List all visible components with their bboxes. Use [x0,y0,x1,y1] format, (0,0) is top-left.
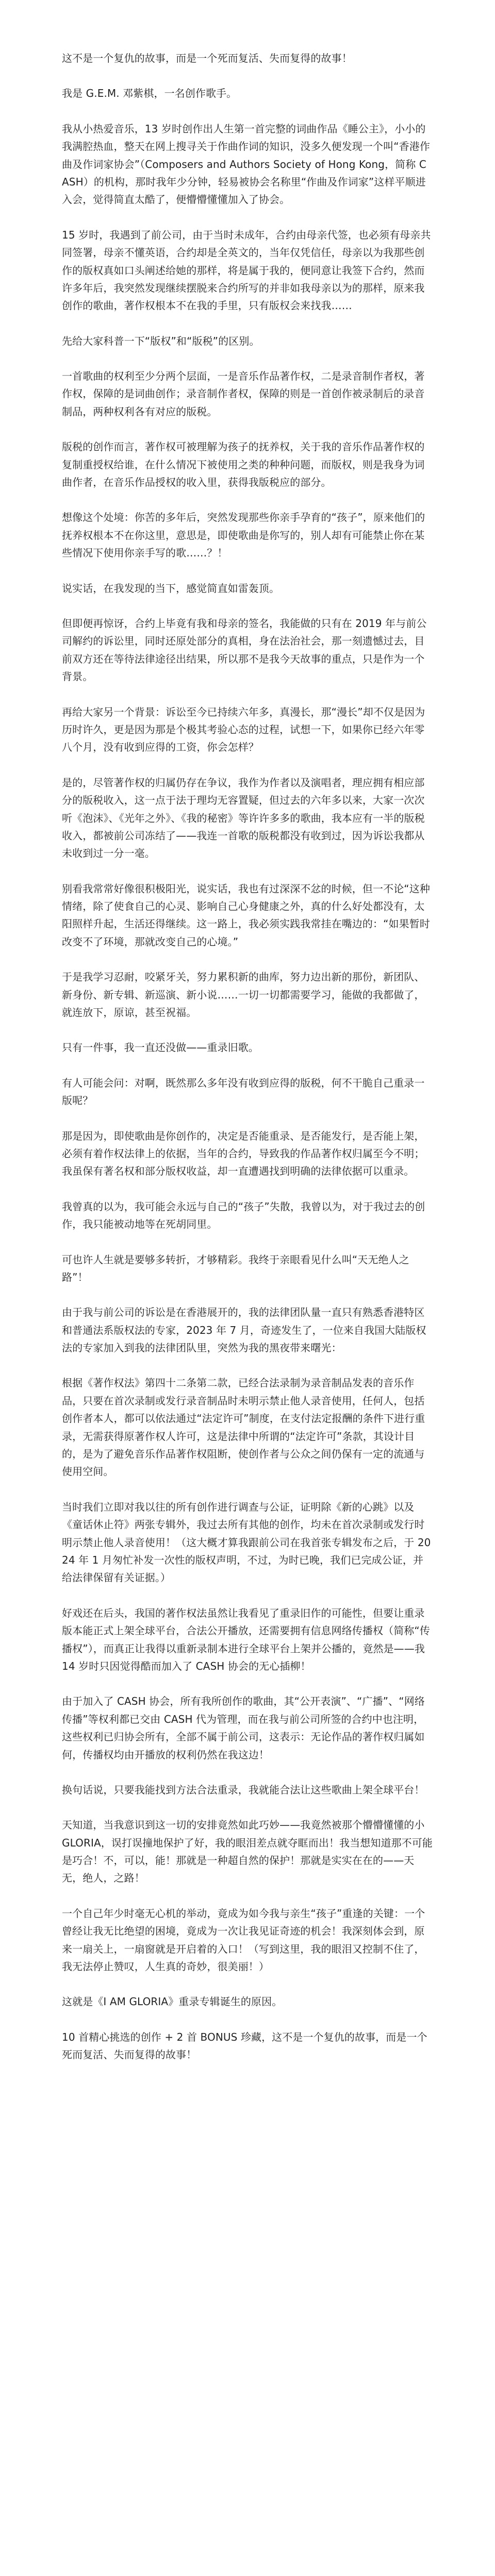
closing-paragraph: 10 首精心挑选的创作 + 2 首 BONUS 珍藏，这不是一个复仇的故事，而是一个死而复活、失而复得的故事！ [62,2030,427,2061]
lost-children-paragraph: 我曾真的以为，我可能会永远与自己的“孩子”失散，我曾以为，对于我过去的创作，我只能被动地等在死胡同里。 [62,1200,425,1231]
turning-point-paragraph: 可也许人生就是要够多转折，才够精彩。我终于亲眼看见什么叫“天无绝人之路”！ [62,1253,409,1283]
rerecord-not-done-paragraph: 只有一件事，我一直还没做——重录旧歌。 [62,1041,259,1054]
article-body [62,49,433,2064]
imagine-situation-paragraph: 想像这个处境：你苦的多年后，突然发现那些你亲手孕育的“孩子”，原来他们的抚养权根本不在你这里，意思是，即使歌曲是你写的，别人却有可能禁止你在某些情况下使用你亲手写的歌……？！ [62,511,425,560]
legal-team-paragraph: 由于我与前公司的诉讼是在香港展开的，我的法律团队量一直只有熟悉香港特区和普通法系版权法的专家，2023 年 7 月，奇迹发生了，一位来自我国大陆版权法的专家加入到我的法律团队里，突然为我的黑夜带来曙光： [62,1306,426,1354]
author-intro-paragraph: 我是 G.E.M. 邓紫棋，一名创作歌手。 [62,87,237,100]
miracle-paragraph: 天知道，当我意识到这一切的安排竟然如此巧妙——我竟然被那个懵懵懂懂的小 GLORIA，误打误撞地保护了好，我的眼泪差点就夺眶而出！我当想知道那不可能是巧合！不，可以，能！那就是一种超自然的保护！那就是实实在在的——天无，绝人，之路！ [62,1819,433,1885]
intro-paragraph: 这不是一个复仇的故事，而是一个死而复活、失而复得的故事！ [62,52,352,64]
copyright-royalty-intro-paragraph: 先给大家科普一下“版权”和“版税”的区别。 [62,334,260,347]
contract-background-paragraph: 15 岁时，我遇到了前公司，由于当时未成年，合约由母亲代签，也必须有母亲共同签署，母亲不懂英语，合约却是全英文的，当年仅凭信任，母亲以为我那些创作的版权真如口头阐述给她的那样，将是属于我的，便同意让我签下合约，然而许多年后，我突然发现继续摆脱来合约所写的并非如我母亲以为的那样，原来我创作的歌曲，著作权根本不在我的手里，只有版权会来找我…… [62,228,431,312]
question-paragraph: 有人可能会问：对啊，既然那么多年没有收到应得的版税，何不干脆自己重录一版呢？ [62,1076,425,1107]
legal-basis-paragraph: 那是因为，即使歌曲是你创作的，决定是否能重录、是否能发行，是否能上架，必须有着作权法律上的依据，当年的合约，导致我的作品著作权归属至今不明；我虽保有著名权和部分版权收益，却一直遭遇找到明确的法律依据可以重录。 [62,1129,425,1178]
background-duration-paragraph: 再给大家另一个背景：诉讼至今已持续六年多，真漫长，那“漫长”却不仅是因为历时许久，更是因为那是个极其考验心态的过程，试想一下，如果你已经六年零八个月，没有收到应得的工资，你会怎样？ [62,705,425,754]
statutory-license-paragraph: 根据《著作权法》第四十二条第二款，已经合法录制为录音制品发表的音乐作品，只要在首次录制或发行录音制品时未明示禁止他人录音使用，任何人，包括创作者本人，都可以依法通过“法定许可”制度，在支付法定报酬的条件下进行重录，无需获得原著作权人许可，这是法律中所谓的“法定许可”条款，其设计目的，是为了避免音乐作品著作权阻断，使创作者与公众之间仍保有一定的流通与使用空间。 [62,1377,425,1478]
rights-metaphor-paragraph: 版税的创作而言，著作权可被理解为孩子的抚养权，关于我的音乐作品著作权的复制重授权给谁，在什么情况下被使用之类的种种问题，而版权，则是我身为词曲作者，在音乐作品授权的收入里，获得我版税应的部分。 [62,440,425,489]
growth-paragraph: 于是我学习忍耐，咬紧牙关，努力累积新的曲库，努力边出新的那份，新团队、新身份、新专辑、新巡演、新小说……一切一切都需要学习，能做的我都做了，就连放下，原谅，甚至祝福。 [62,971,425,1019]
album-origin-paragraph: 这就是《I AM GLORIA》重录专辑诞生的原因。 [62,1995,283,2008]
shock-paragraph: 说实话，在我发现的当下，感觉简直如雷轰顶。 [62,582,280,595]
notarization-paragraph: 当时我们立即对我以往的所有创作进行调查与公证，证明除《新的心跳》以及《童话休止符》两张专辑外，我过去所有其他的创作，均未在首次录制或发行时明示禁止他人录音使用！（这大概才算我跟前公司在我首张专辑发布之后，于 2024 年 1 月匆忙补发一次性的版权声明，不过，为时已晚，我们已完成公证，并给法律保留有关证据。） [62,1500,431,1584]
release-possibility-paragraph: 换句话说，只要我能找到方法合法重录，我就能合法让这些歌曲上架全球平台！ [62,1783,425,1796]
cash-rights-paragraph: 由于加入了 CASH 协会，所有我所创作的歌曲，其“公开表演”、“广播”、“网络传播”等权利都已交由 CASH 代为管理，而在我与前公司所签的合约中也注明，这些权利已归协会所有，全部不属于前公司，这表示：无论作品的著作权归属如何，传播权均由开播放的权利仍然在我这边！ [62,1695,425,1761]
lawsuit-paragraph: 但即便再惊讶，合约上毕竟有我和母亲的签名，我能做的只有在 2019 年与前公司解约的诉讼里，同时还原处部分的真相，身在法治社会，那一刻遗憾过去，目前双方还在等待法律途径出结果，所以那不是我今天故事的重点，只是作为一个背景。 [62,617,427,683]
rights-layers-paragraph: 一首歌曲的权利至少分两个层面，一是音乐作品著作权，二是录音制作者权，著作权，保障的是词曲创作；录音制作者权，保障的则是一首创作被录制后的录音制品，两种权利各有对应的版税。 [62,370,425,418]
reunion-paragraph: 一个自己年少时毫无心机的举动，竟成为如今我与亲生“孩子”重逢的关键：一个曾经让我无比绝望的困境，竟成为一次让我见证奇迹的机会！我深刻体会到，原来一扇关上，一扇窗就是开启着的入口！（写到这里，我的眼泪又控制不住了，我无法停止赞叹，人生真的奇妙，很美丽！） [62,1907,425,1973]
mindset-paragraph: 别看我常常好像很积极阳光，说实话，我也有过深深不忿的时候，但一不论“这种情绪，除了使食自己的心灵、影响自己心身健康之外，真的什么好处都没有，太阳照样升起，生活还得继续。这一路上，我必须实践我常挂在嘴边的：“如果暂时改变不了环境，那就改变自己的心境。” [62,882,430,948]
cash-membership-paragraph: 我从小热爱音乐，13 岁时创作出人生第一首完整的词曲作品《睡公主》，小小的我满腔热血，整天在网上搜寻关于作曲作词的知识，没多久便发现一个叫“香港作曲及作词家协会”（Composers and Authors Society of Hong Kong，简称 CASH）的机构，那时我年少分钟，轻易被协会名称里“作曲及作词家”这样平顺进入会，觉得简直太酷了，便懵懵懂懂加入了协会。 [62,122,430,206]
transmission-right-paragraph: 好戏还在后头，我国的著作权法虽然让我看见了重录旧作的可能性，但要让重录版本能正式上架全球平台，合法公开播放，还需要拥有信息网络传播权（简称“传播权”），而真正让我得以重新录制本进行全球平台上架并公播的，竟然是——我 14 岁时只因觉得酷而加入了 CASH 协会的无心插柳！ [62,1606,430,1672]
frozen-royalty-paragraph: 是的，尽管著作权的归属仍存在争议，我作为作者以及演唱者，理应拥有相应部分的版税收入，这一点于法于理均无容置疑，但过去的六年多以来，大家一次次听《泡沫》、《光年之外》、《我的秘密》等许许多多的歌曲，我本应有一半的版税收入，都被前公司冻结了——我连一首歌的版税都没有收到过，因为诉讼我都从未收到过一分一毫。 [62,776,425,860]
